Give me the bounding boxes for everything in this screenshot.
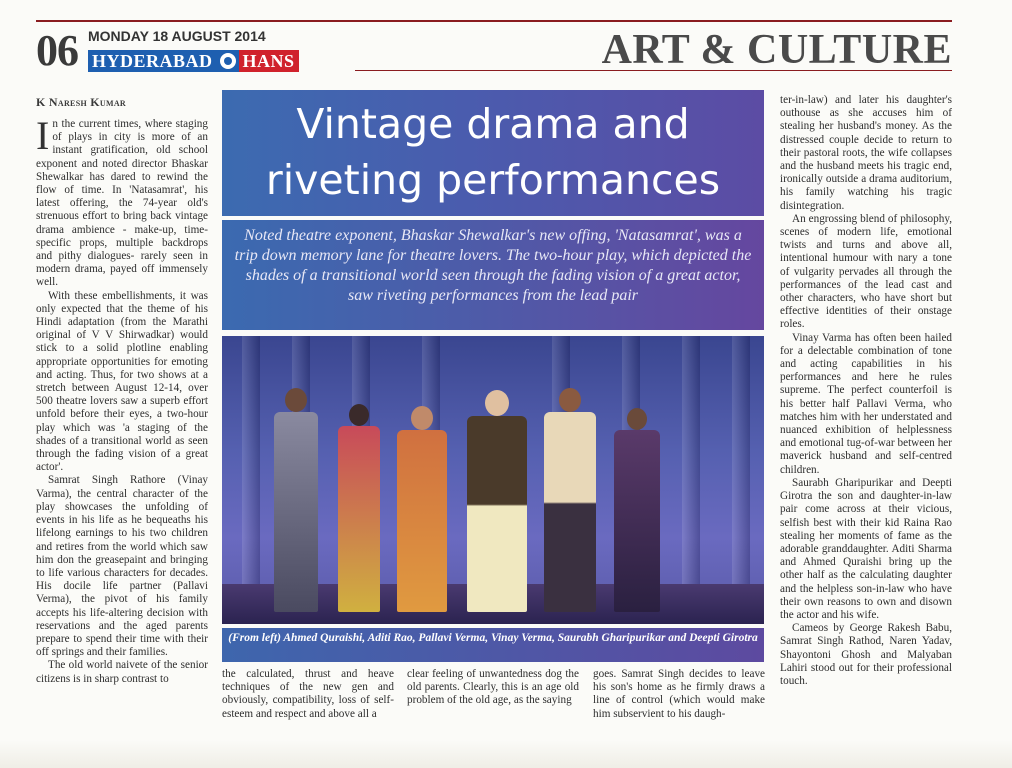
headline-line-1: Vintage drama and: [296, 100, 690, 148]
headline: [222, 96, 764, 208]
actor-figure: [270, 388, 322, 612]
paragraph: With these embellishments, it was only expected that the theme of his Hindi adaptation (from the Marathi original of V V Shirwadkar) would stick to a solid plotline enabling appropriate opportunities for emoting and acting. Thus, for two shows at a stretch between August 12-14, over 500 theatre lovers saw a superb effort unfold before their eyes, a two-hour play which was 'a staging of the shades of a transitional world as seen through the fading vision of a great actor'.: [36, 289, 208, 474]
paragraph: Samrat Singh Rathore (Vinay Varma), the central character of the play showcases the unfolding of events in his life as he bequeaths his lifelong earnings to his two children and retires from the world which saw him don the greasepaint and bringing to life various characters for decades. His docile life partner (Pallavi Verma), the pivot of his family accepts his life-altering decision with reservations and the aged parents prepare to spend their time with their off springs and their families.: [36, 474, 208, 659]
byline: K Naresh Kumar: [36, 95, 126, 109]
curtain-fold: [242, 336, 260, 624]
paragraph: The old world naivete of the senior citizens is in sharp contrast to: [36, 659, 208, 685]
masthead: [88, 50, 299, 72]
masthead-city: HYDERABAD: [88, 50, 217, 72]
paragraph: An engrossing blend of philosophy, scenes of modern life, emotional twists and turns and above all, intentional humour with nary a tone of vulgarity pervades all through the performances of the lead cast and other characters, who have short but effective identities of their onstage roles.: [780, 212, 952, 331]
column-4: goes. Samrat Singh decides to leave his son's home as he firmly draws a line of control (which would make him subservient to his daugh-: [593, 668, 765, 720]
paragraph: Saurabh Gharipurikar and Deepti Girotra the son and daughter-in-law pair come across at their vicious, selfish best with their kid Raina Rao stealing her moments of fame as the adorable granddaughter. Aditi Sharma and Ahmed Quraishi bring up the other half as the calculating daughter and the helpless son-in-law who have their own reasons to own and disown the actor and his wife.: [780, 476, 952, 621]
curtain-fold: [732, 336, 750, 624]
photo-caption: (From left) Ahmed Quraishi, Aditi Rao, Pallavi Verma, Vinay Verma, Saurabh Gharipurikar and Deepti Girotra: [228, 632, 758, 644]
masthead-paper: HANS: [239, 50, 299, 72]
actor-figure: [462, 390, 532, 612]
deck-text: Noted theatre exponent, Bhaskar Shewalkar's new offing, 'Natasamrat', was a trip down memory lane for theatre lovers. The two-hour play, which depicted the shades of a transitional world seen through the fading vision of a great actor, saw riveting performances from the lead pair: [234, 227, 752, 304]
paragraph: Vinay Varma has often been hailed for a delectable combination of tone and acting capabilities in his performances and here he rules supreme. The perfect counterfoil is his better half Pallavi Verma, who matches him with her understated and nuanced exhibition of helplessness and emotional tug-of-war between her maverick husband and self-centred children.: [780, 331, 952, 476]
photo-caption-bar: [222, 628, 764, 662]
section-title: ART & CULTURE: [601, 27, 952, 73]
headline-line-2: riveting performances: [265, 156, 721, 204]
paragraph: In the current times, where staging of plays in city is more of an instant gratification, old school exponent and noted director Bhaskar Shewalkar has dared to rewind the flow of time. In 'Natasamrat', his latest offering, the 74-year old's strenuous effort to bring back vintage drama ambience - make-up, time-specific props, multiple backdrops and pithy dialogues- rarely seen in modern drama, payed off immensely well.: [36, 118, 208, 289]
actor-figure: [610, 408, 664, 612]
issue-date: MONDAY 18 AUGUST 2014: [88, 28, 266, 44]
headline-box: [222, 90, 764, 216]
drop-cap: I: [36, 118, 50, 158]
column-2: the calculated, thrust and heave techniques of the new gen and obviously, compatibility, loss of self-esteem and respect and above all a: [222, 668, 394, 720]
paragraph: Cameos by George Rakesh Babu, Samrat Singh Rathod, Naren Yadav, Shayontoni Ghosh and Malyaban Lahiri stood out for their professional touch.: [780, 622, 952, 687]
paper-logo-icon: [217, 50, 239, 72]
paragraph: ter-in-law) and later his daughter's outhouse as she accuses him of stealing her husband's money. As the distressed couple decide to return to their pastoral roots, the wife collapses and the husband meets his tragic end, ironically outside a drama auditorium, his family watching his tragic disintegration.: [780, 94, 952, 212]
column-5: [780, 94, 952, 734]
column-3: clear feeling of unwantedness dog the old parents. Clearly, this is an age old problem of the old age, as the saying: [407, 668, 579, 707]
deck-box: [222, 220, 764, 330]
stage-photo: [222, 336, 764, 624]
actor-figure: [540, 388, 600, 612]
actor-figure: [334, 404, 384, 612]
page-bottom-fade: [0, 740, 1012, 768]
top-rule: [36, 20, 952, 22]
curtain-fold: [682, 336, 700, 624]
actor-figure: [394, 406, 450, 612]
column-1: [36, 118, 208, 740]
page-number: 06: [36, 26, 78, 75]
